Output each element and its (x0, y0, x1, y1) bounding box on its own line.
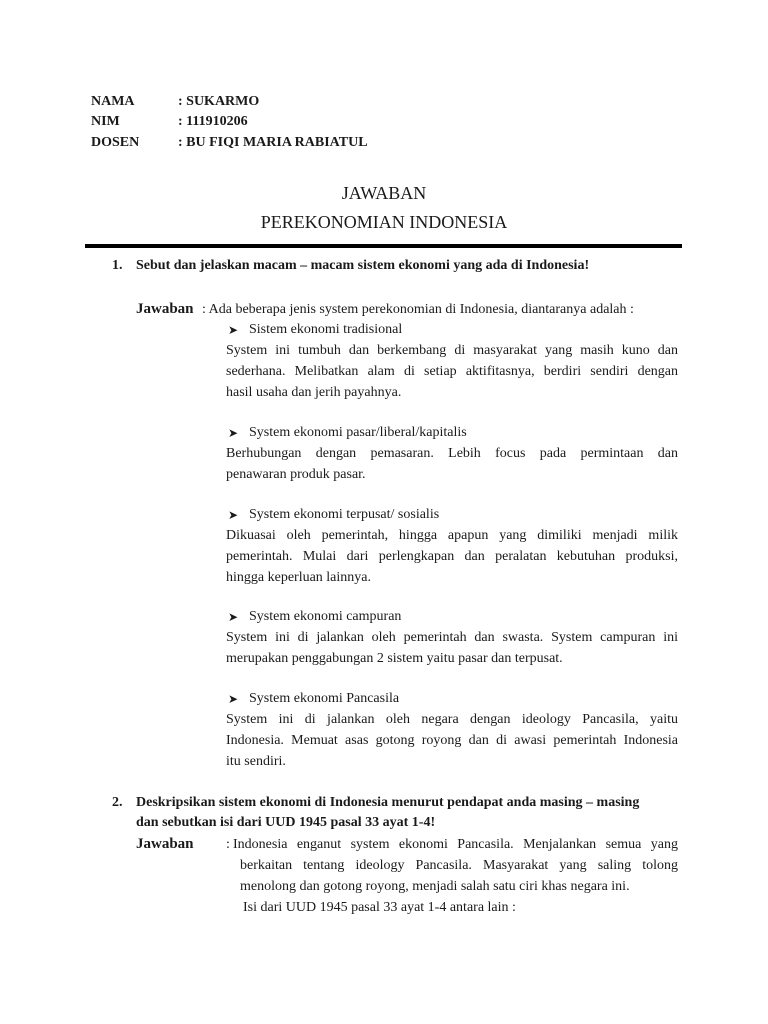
q1-question: Sebut dan jelaskan macam – macam sistem ekonomi yang ada di Indonesia! (136, 258, 590, 273)
nim-label: NIM (91, 114, 120, 129)
name-value: : SUKARMO (178, 94, 260, 109)
economic-system-description-line: itu sendiri. (226, 754, 286, 769)
economic-system-description-line: System ini di jalankan oleh pemerintah dan swasta. System campuran ini (226, 630, 678, 645)
dosen-value: : BU FIQI MARIA RABIATUL (178, 135, 368, 150)
economic-system-description-line: Berhubungan dengan pemasaran. Lebih focus pada permintaan dan (226, 446, 678, 461)
economic-system-description-line: Dikuasai oleh pemerintah, hingga apapun yang dimiliki menjadi milik (226, 528, 678, 543)
q1-answer-label: Jawaban (136, 301, 194, 317)
dosen-label: DOSEN (91, 135, 140, 150)
page-title: JAWABAN (341, 183, 427, 203)
economic-system-description-line: sederhana. Melibatkan alam di setiap aktifitasnya, berdiri sendiri dengan (226, 364, 678, 379)
q2-isi-intro: Isi dari UUD 1945 pasal 33 ayat 1-4 antara lain : (243, 900, 516, 915)
economic-system-title: System ekonomi Pancasila (249, 691, 400, 706)
q1-number: 1. (112, 258, 123, 273)
economic-system-description-line: pemerintah. Mulai dari perlengkapan dan peralatan kebutuhan produksi, (226, 549, 678, 564)
q2-question-line: dan sebutkan isi dari UUD 1945 pasal 33 ayat 1-4! (136, 815, 436, 830)
economic-system-description-line: Indonesia. Memuat asas gotong royong dan di awasi pemerintah Indonesia (226, 733, 678, 748)
q1-answer-intro: : Ada beberapa jenis system perekonomian di Indonesia, diantaranya adalah : (202, 302, 634, 317)
q2-number: 2. (112, 795, 123, 810)
name-label: NAMA (91, 94, 135, 109)
economic-system-description-line: hasil usaha dan jerih payahnya. (226, 385, 402, 400)
arrow-bullet-icon: ➤ (228, 323, 239, 337)
title-divider (85, 244, 682, 248)
economic-system-description-line: System ini tumbuh dan berkembang di masyarakat yang masih kuno dan (226, 343, 678, 358)
economic-system-title: System ekonomi campuran (249, 609, 402, 624)
arrow-bullet-icon: ➤ (228, 426, 239, 440)
q2-answer-label: Jawaban (136, 836, 194, 852)
economic-system-title: System ekonomi pasar/liberal/kapitalis (249, 425, 467, 440)
arrow-bullet-icon: ➤ (228, 692, 239, 706)
page-subtitle: PEREKONOMIAN INDONESIA (260, 212, 508, 232)
economic-system-title: Sistem ekonomi tradisional (249, 322, 403, 337)
economic-system-description-line: hingga keperluan lainnya. (226, 570, 372, 585)
q2-question-line: Deskripsikan sistem ekonomi di Indonesia menurut pendapat anda masing – masing (136, 795, 640, 810)
economic-system-description-line: merupakan penggabungan 2 sistem yaitu pasar dan terpusat. (226, 651, 563, 666)
q2-answer-colon: : (226, 837, 230, 852)
arrow-bullet-icon: ➤ (228, 610, 239, 624)
economic-system-title: System ekonomi terpusat/ sosialis (249, 507, 440, 522)
economic-system-description-line: System ini di jalankan oleh negara dengan ideology Pancasila, yaitu (226, 712, 678, 727)
q2-answer-line: Indonesia enganut system ekonomi Pancasila. Menjalankan semua yang (233, 837, 678, 852)
nim-value: : 111910206 (178, 114, 248, 129)
q2-answer-line: menolong dan gotong royong, menjadi salah satu ciri khas negara ini. (240, 879, 630, 894)
q2-answer-line: berkaitan tentang ideology Pancasila. Masyarakat yang saling tolong (240, 858, 678, 873)
economic-system-description-line: penawaran produk pasar. (226, 467, 366, 482)
arrow-bullet-icon: ➤ (228, 508, 239, 522)
